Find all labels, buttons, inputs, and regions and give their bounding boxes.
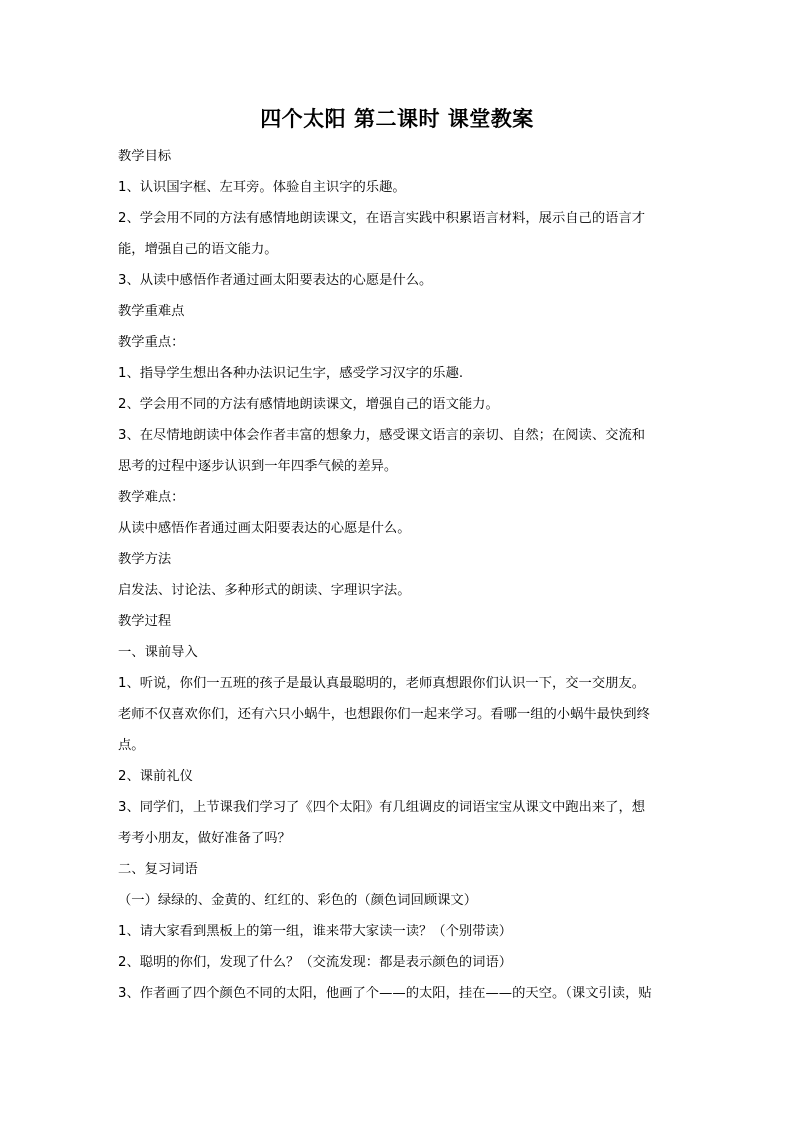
text-line: 2、聪明的你们，发现了什么？（交流发现：都是表示颜色的词语）: [118, 955, 513, 970]
text-line: 教学目标: [118, 149, 172, 164]
text-line: 能，增强自己的语文能力。: [118, 242, 278, 257]
text-line: 老师不仅喜欢你们，还有六只小蜗牛，也想跟你们一起来学习。看哪一组的小蜗牛最快到终: [118, 707, 650, 722]
text-line: 1、指导学生想出各种办法识记生字，感受学习汉字的乐趣.: [118, 366, 464, 381]
document-title: 四个太阳 第二课时 课堂教案: [260, 107, 534, 131]
text-line: （一）绿绿的、金黄的、红红的、彩色的（颜色词回顾课文）: [118, 893, 478, 908]
text-line: 教学重难点: [118, 304, 185, 319]
text-line: 3、同学们，上节课我们学习了《四个太阳》有几组调皮的词语宝宝从课文中跑出来了，想: [118, 800, 646, 815]
text-line: 1、请大家看到黑板上的第一组，谁来带大家读一读？（个别带读）: [118, 924, 513, 939]
text-line: 一、课前导入: [118, 645, 198, 660]
text-line: 考考小朋友，做好准备了吗？: [118, 831, 291, 846]
text-line: 1、听说，你们一五班的孩子是最认真最聪明的，老师真想跟你们认识一下，交一交朋友。: [118, 676, 646, 691]
text-line: 3、在尽情地朗读中体会作者丰富的想象力，感受课文语言的亲切、自然；在阅读、交流和: [118, 428, 646, 443]
text-line: 教学难点：: [118, 490, 185, 505]
text-line: 2、课前礼仪: [118, 769, 193, 784]
text-line: 2、学会用不同的方法有感情地朗读课文，在语言实践中积累语言材料，展示自己的语言才: [118, 211, 646, 226]
text-line: 启发法、讨论法、多种形式的朗读、字理识字法。: [118, 583, 411, 598]
text-line: 教学方法: [118, 552, 172, 567]
text-line: 3、从读中感悟作者通过画太阳要表达的心愿是什么。: [118, 273, 433, 288]
text-line: 思考的过程中逐步认识到一年四季气候的差异。: [118, 459, 398, 474]
text-line: 2、学会用不同的方法有感情地朗读课文，增强自己的语文能力。: [118, 397, 499, 412]
document-body: [118, 141, 680, 1009]
text-line: 点。: [118, 738, 145, 753]
text-line: 教学重点：: [118, 335, 185, 350]
text-line: 二、复习词语: [118, 862, 198, 877]
text-line: 3、作者画了四个颜色不同的太阳，他画了个——的太阳，挂在——的天空。（课文引读，贴: [118, 986, 652, 1001]
text-line: 1、认识国字框、左耳旁。体验自主识字的乐趣。: [118, 180, 406, 195]
text-line: 教学过程: [118, 614, 172, 629]
text-line: 从读中感悟作者通过画太阳要表达的心愿是什么。: [118, 521, 411, 536]
